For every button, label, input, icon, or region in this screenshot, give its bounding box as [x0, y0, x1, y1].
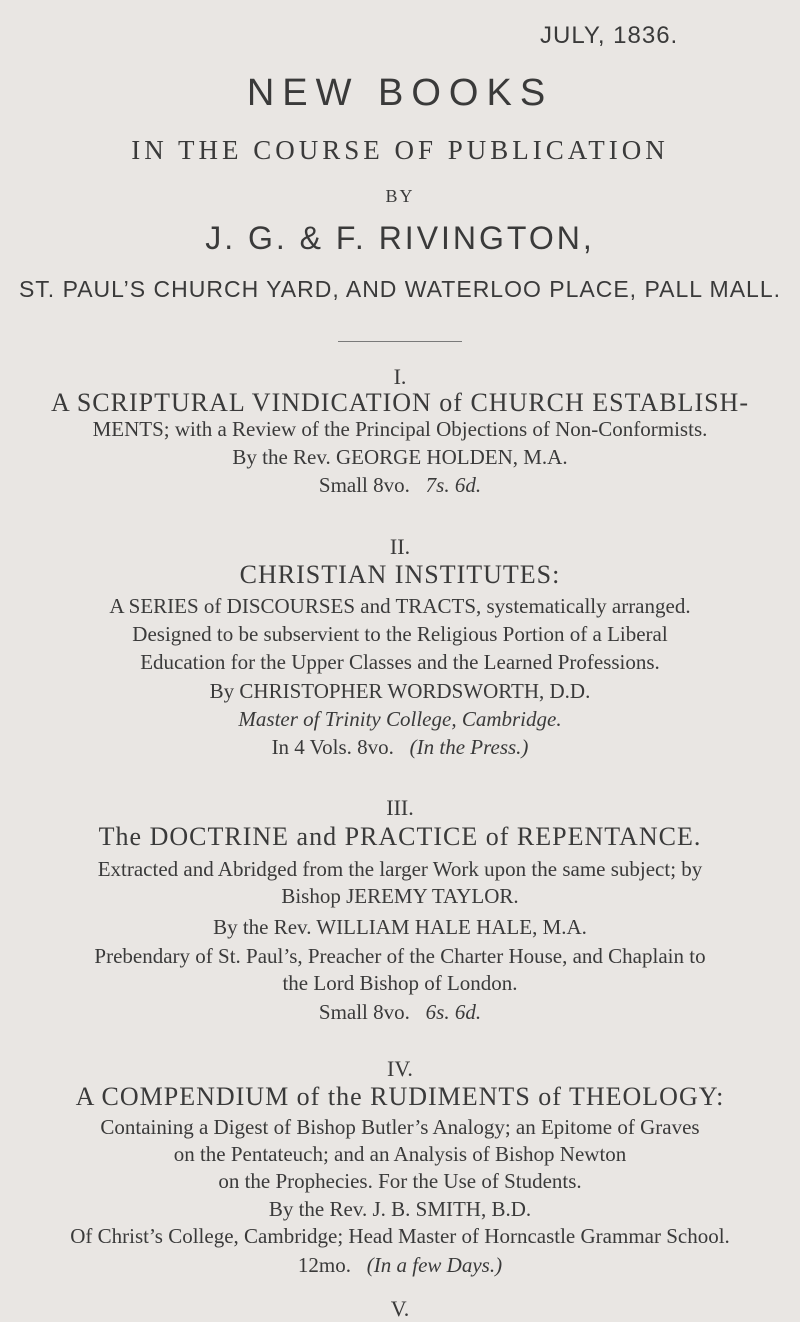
- entry-numeral: I.: [393, 364, 407, 389]
- entry-title: A COMPENDIUM of the RUDIMENTS of THEOLOGY:: [75, 1082, 725, 1111]
- entry-title: A SCRIPTURAL VINDICATION of CHURCH ESTABLISH-: [50, 388, 749, 417]
- entry-title: The DOCTRINE and PRACTICE of REPENTANCE.: [98, 822, 702, 851]
- entry-title: CHRISTIAN INSTITUTES:: [239, 560, 561, 589]
- entry-price: 7s. 6d.: [425, 473, 482, 497]
- publisher-address: ST. PAUL’S CHURCH YARD, AND WATERLOO PLACE, PALL MALL.: [18, 276, 782, 302]
- entry-numeral: III.: [386, 795, 414, 820]
- entry-format: Small 8vo.: [318, 473, 410, 497]
- entry-description: Containing a Digest of Bishop Butler’s Analogy; an Epitome of Graves: [100, 1115, 700, 1139]
- entry-numeral: II.: [389, 534, 411, 559]
- entry-description: Designed to be subservient to the Religious Portion of a Liberal: [132, 622, 668, 646]
- entry-format: Small 8vo.: [318, 1000, 410, 1024]
- divider: [338, 341, 462, 342]
- entry-description: on the Prophecies. For the Use of Students.: [218, 1169, 582, 1193]
- entry-title-continued: MENTS; with a Review of the Principal Objections of Non-Conformists.: [92, 417, 708, 441]
- entry-author: By the Rev. WILLIAM HALE HALE, M.A.: [213, 915, 587, 939]
- entry-status: (In a few Days.): [366, 1253, 503, 1277]
- entry-format-price: [0, 1000, 800, 1025]
- publisher-name: J. G. & F. RIVINGTON,: [205, 220, 595, 256]
- entry-description: Extracted and Abridged from the larger Work upon the same subject; by: [97, 857, 703, 881]
- entry-price: 6s. 6d.: [425, 1000, 482, 1024]
- entry-author: By the Rev. GEORGE HOLDEN, M.A.: [232, 445, 568, 469]
- entry-numeral: V.: [390, 1296, 410, 1321]
- entry-description: Education for the Upper Classes and the Learned Professions.: [140, 650, 660, 674]
- entry-numeral: IV.: [387, 1056, 413, 1081]
- entry-author-title: the Lord Bishop of London.: [282, 971, 518, 995]
- issue-date: JULY, 1836.: [540, 22, 679, 49]
- entry-format-status: [0, 735, 800, 760]
- entry-format-price: [0, 473, 800, 498]
- page-title: NEW BOOKS: [246, 72, 554, 114]
- entry-author: By the Rev. J. B. SMITH, B.D.: [268, 1197, 532, 1221]
- entry-format: In 4 Vols. 8vo.: [271, 735, 394, 759]
- entry-author: By CHRISTOPHER WORDSWORTH, D.D.: [209, 679, 591, 703]
- entry-author-title: Master of Trinity College, Cambridge.: [238, 707, 562, 731]
- entry-format: 12mo.: [297, 1253, 352, 1277]
- entry-author-title: Prebendary of St. Paul’s, Preacher of the Charter House, and Chaplain to: [94, 944, 706, 968]
- entry-format-status: [0, 1253, 800, 1278]
- page-subtitle: IN THE COURSE OF PUBLICATION: [131, 135, 669, 165]
- by-line: BY: [385, 186, 415, 206]
- entry-description: on the Pentateuch; and an Analysis of Bishop Newton: [173, 1142, 627, 1166]
- entry-description: A SERIES of DISCOURSES and TRACTS, systematically arranged.: [109, 594, 691, 618]
- entry-author-title: Of Christ’s College, Cambridge; Head Master of Horncastle Grammar School.: [70, 1224, 730, 1248]
- entry-description: Bishop JEREMY TAYLOR.: [281, 884, 519, 908]
- entry-status: (In the Press.): [409, 735, 529, 759]
